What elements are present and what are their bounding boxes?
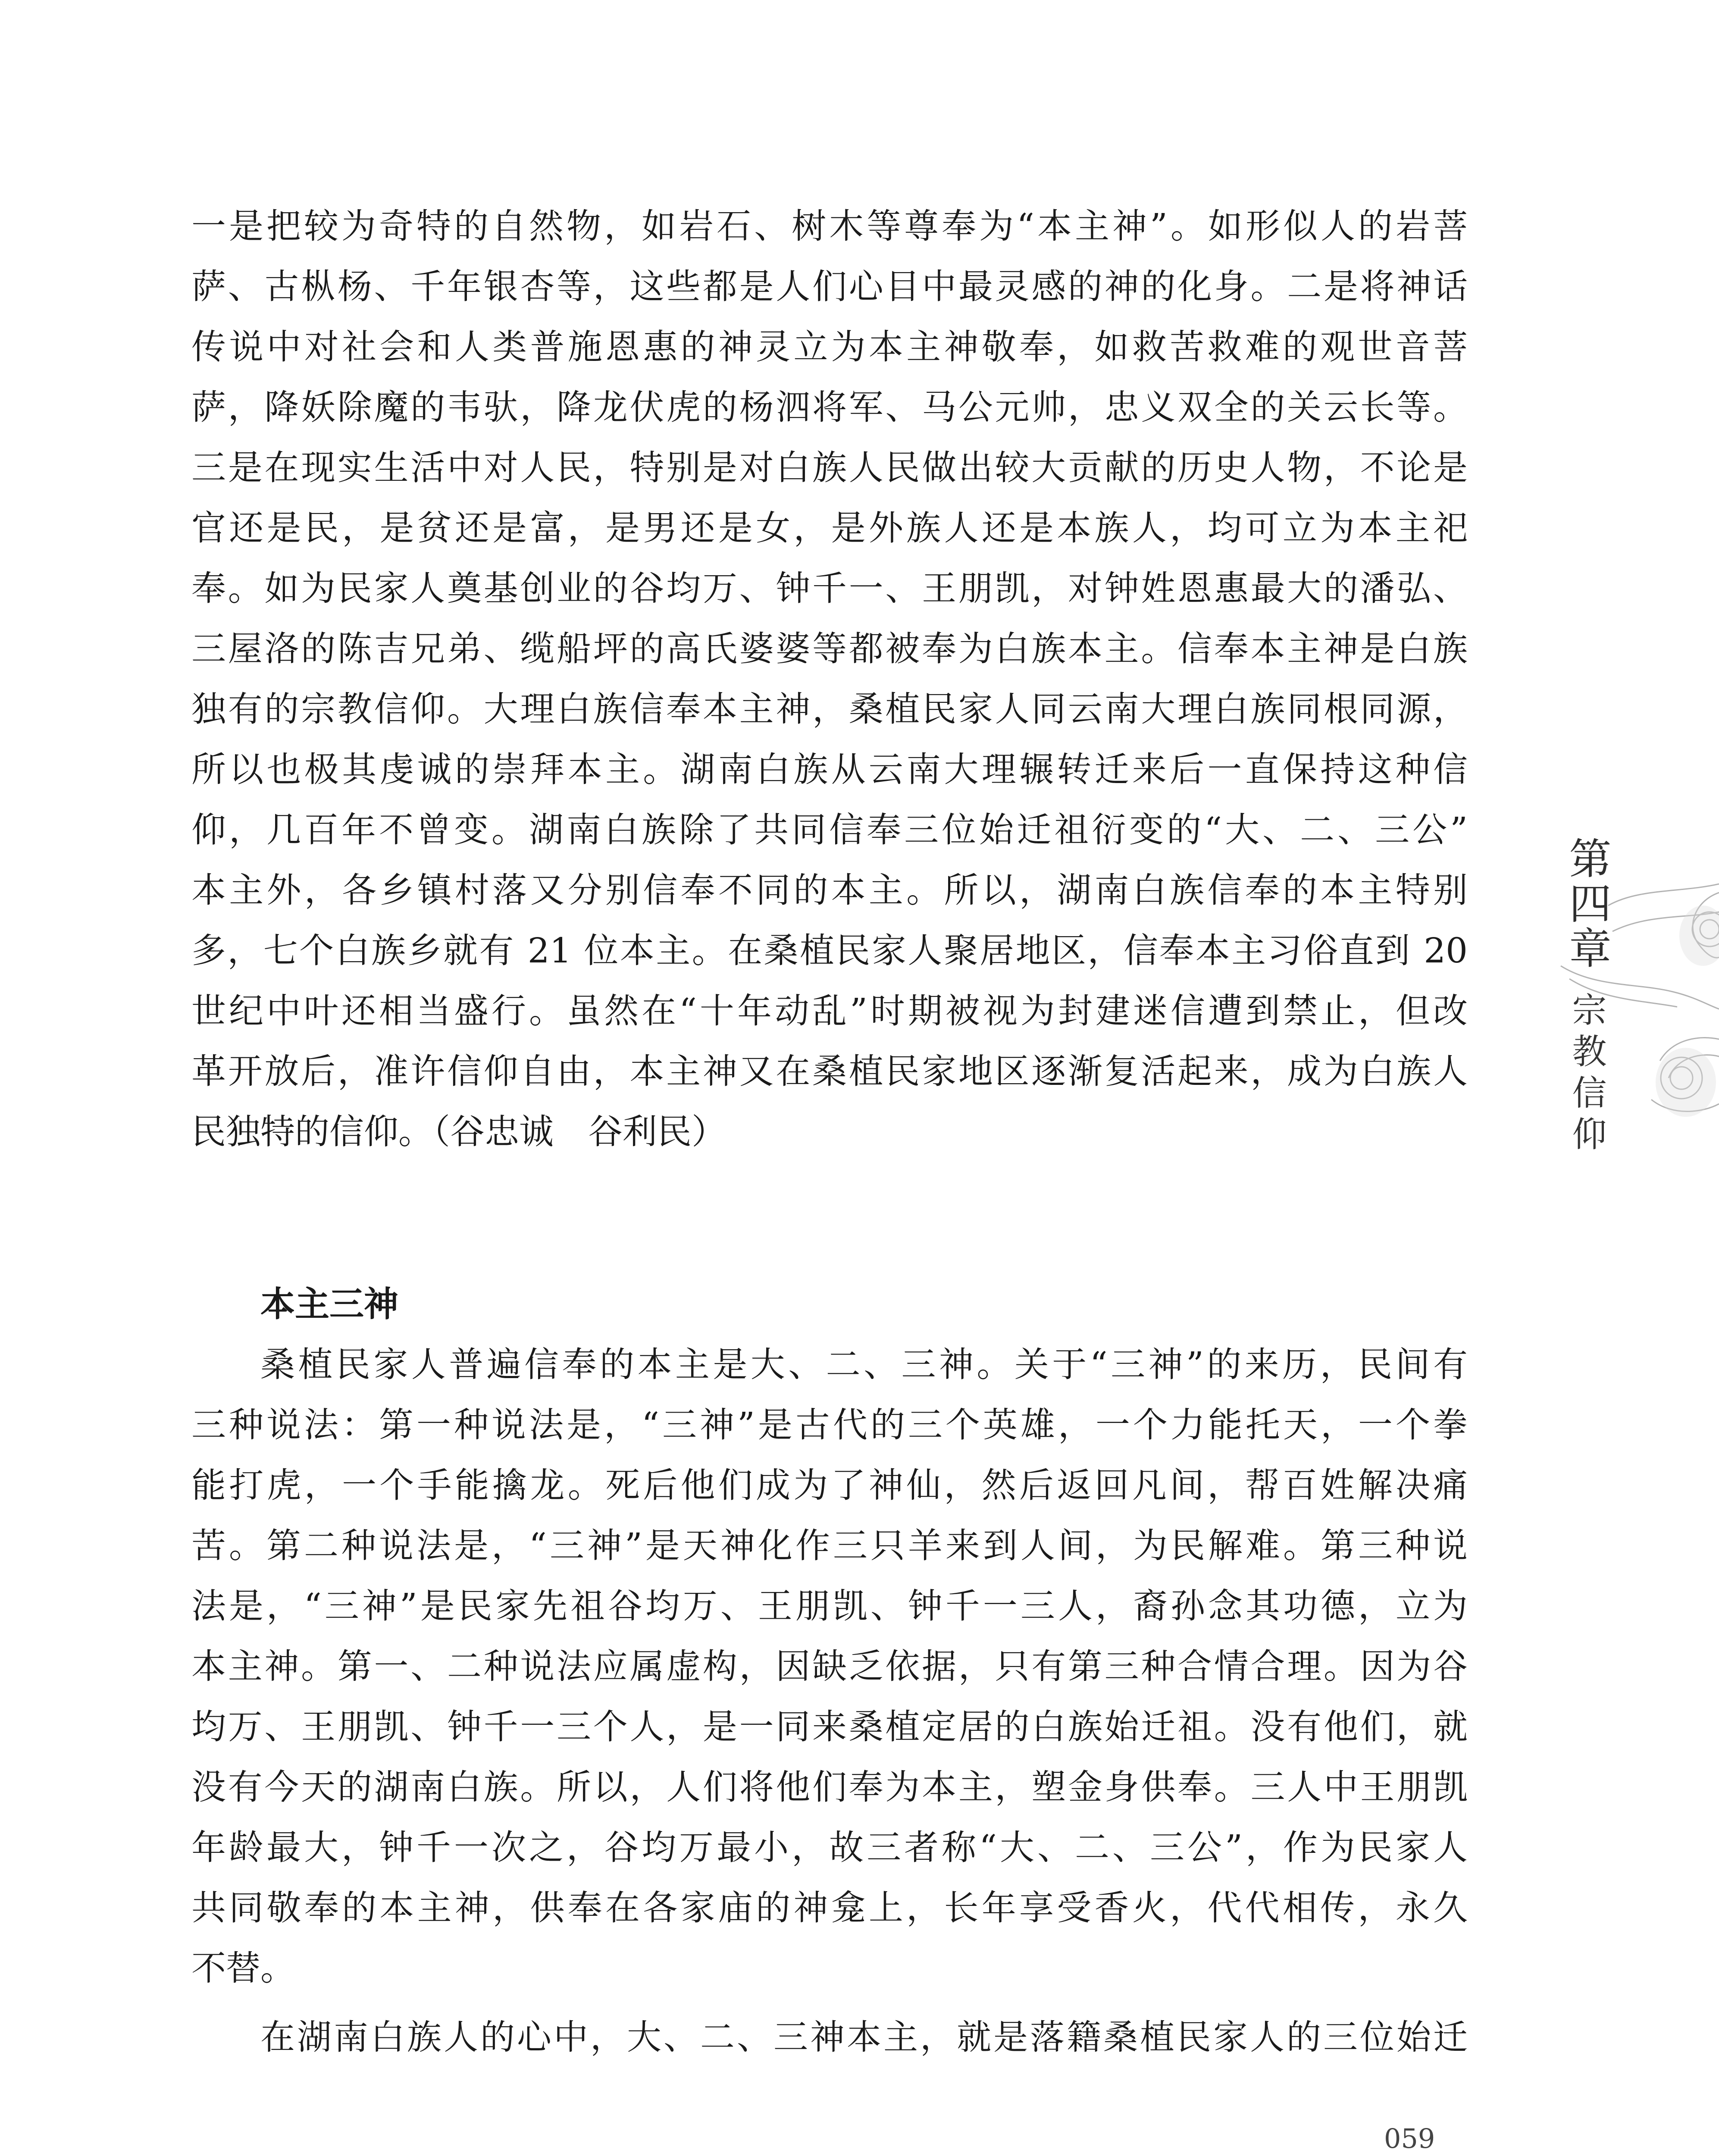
body-line: 奉。如为民家人奠基创业的谷均万、钟千一、王朋凯，对钟姓恩惠最大的潘弘、 <box>191 568 1468 608</box>
body-line: 所以也极其虔诚的崇拜本主。湖南白族从云南大理辗转迁来后一直保持这种信 <box>191 749 1468 790</box>
body-line: 萨，降妖除魔的韦驮，降龙伏虎的杨泗将军、马公元帅，忠义双全的关云长等。 <box>191 387 1468 427</box>
chapter-title: 宗教信仰 <box>1566 992 1606 1157</box>
body-line: 世纪中叶还相当盛行。虽然在“十年动乱”时期被视为封建迷信遭到禁止，但改 <box>191 991 1468 1031</box>
body-line: 法是，“三神”是民家先祖谷均万、王朋凯、钟千一三人，裔孙念其功德，立为 <box>191 1586 1468 1626</box>
chapter-number: 第四章 <box>1562 837 1611 971</box>
body-line: 没有今天的湖南白族。所以，人们将他们奉为本主，塑金身供奉。三人中王朋凯 <box>191 1767 1468 1807</box>
body-line: 三屋洛的陈吉兄弟、缆船坪的高氏婆婆等都被奉为白族本主。信奉本主神是白族 <box>191 629 1468 669</box>
body-line: 官还是民，是贫还是富，是男还是女，是外族人还是本族人，均可立为本主祀 <box>191 508 1468 548</box>
chapter-side-tab <box>1544 837 1719 1207</box>
body-line: 本主神。第一、二种说法应属虚构，因缺乏依据，只有第三种合情合理。因为谷 <box>191 1646 1468 1686</box>
body-line: 一是把较为奇特的自然物，如岩石、树木等尊奉为“本主神”。如形似人的岩菩 <box>191 206 1468 246</box>
body-line: 共同敬奉的本主神，供奉在各家庙的神龛上，长年享受香火，代代相传，永久 <box>191 1888 1468 1928</box>
body-line: 苦。第二种说法是，“三神”是天神化作三只羊来到人间，为民解难。第三种说 <box>191 1526 1468 1566</box>
body-line: 能打虎，一个手能擒龙。死后他们成为了神仙，然后返回凡间，帮百姓解决痛 <box>191 1465 1468 1505</box>
body-line: 独有的宗教信仰。大理白族信奉本主神，桑植民家人同云南大理白族同根同源， <box>191 689 1468 729</box>
body-line: 三种说法：第一种说法是，“三神”是古代的三个英雄，一个力能托天，一个拳 <box>191 1405 1468 1445</box>
body-line: 民独特的信仰。（谷忠诚 谷利民） <box>191 1112 726 1152</box>
body-line: 传说中对社会和人类普施恩惠的神灵立为本主神敬奉，如救苦救难的观世音菩 <box>191 327 1468 367</box>
page-number: 059 <box>1384 2123 1435 2154</box>
body-line: 仰，几百年不曾变。湖南白族除了共同信奉三位始迁祖衍变的“大、二、三公” <box>191 810 1468 850</box>
body-line: 多，七个白族乡就有 21 位本主。在桑植民家人聚居地区，信奉本主习俗直到 20 <box>191 931 1468 971</box>
section-heading: 本主三神 <box>260 1284 398 1324</box>
body-line: 在湖南白族人的心中，大、二、三神本主，就是落籍桑植民家人的三位始迁 <box>260 2017 1468 2057</box>
body-line: 桑植民家人普遍信奉的本主是大、二、三神。关于“三神”的来历，民间有 <box>260 1344 1468 1385</box>
body-line: 萨、古枞杨、千年银杏等，这些都是人们心目中最灵感的神的化身。二是将神话 <box>191 266 1468 307</box>
body-line: 均万、王朋凯、钟千一三个人，是一同来桑植定居的白族始迁祖。没有他们，就 <box>191 1707 1468 1747</box>
body-line: 三是在现实生活中对人民，特别是对白族人民做出较大贡献的历史人物，不论是 <box>191 448 1468 488</box>
body-line: 革开放后，准许信仰自由，本主神又在桑植民家地区逐渐复活起来，成为白族人 <box>191 1051 1468 1091</box>
body-line: 年龄最大，钟千一次之，谷均万最小，故三者称“大、二、三公”，作为民家人 <box>191 1827 1468 1868</box>
body-line: 本主外，各乡镇村落又分别信奉不同的本主。所以，湖南白族信奉的本主特别 <box>191 870 1468 910</box>
body-line: 不替。 <box>191 1948 295 1988</box>
